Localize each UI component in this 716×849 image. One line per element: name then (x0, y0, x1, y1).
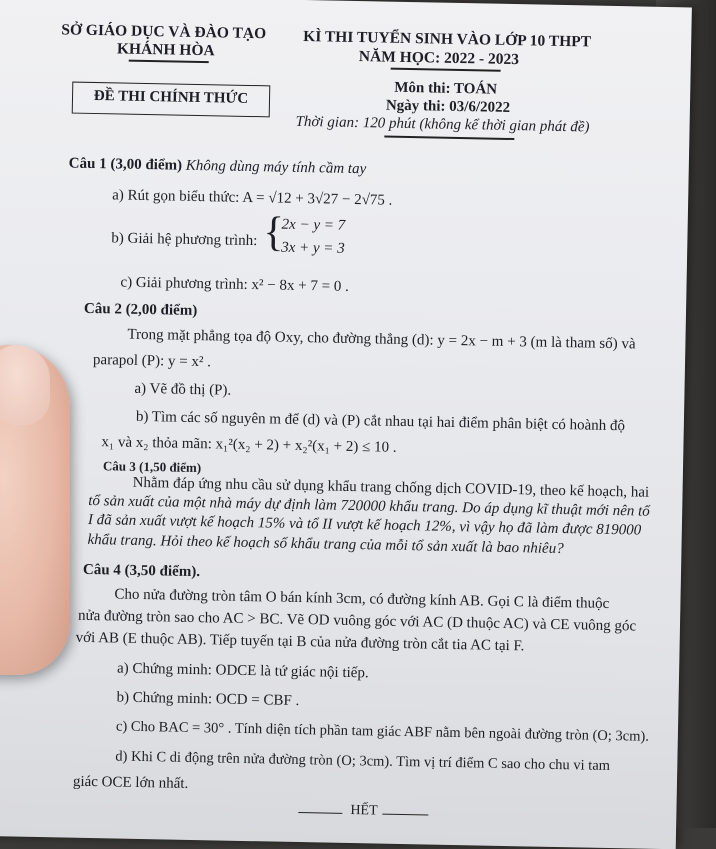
question-1-heading (69, 156, 367, 179)
question-3-line-4: khẩu trang. Hỏi theo kế hoạch số khẩu trang của mỗi tổ sản xuất là bao nhiêu? (87, 531, 564, 558)
question-2a: a) Vẽ đồ thị (P). (134, 380, 232, 399)
thumbnail (0, 345, 50, 425)
question-1a: a) Rút gọn biểu thức: A = √12 + 3√27 − 2√75 . (112, 187, 393, 209)
question-3-title: Câu 3 (1,50 điểm) (102, 458, 202, 476)
question-4-line-3: với AB (E thuộc AB). Tiếp tuyến tại B của nửa đường tròn cắt tia AC tại F. (75, 629, 525, 655)
question-1b-label: b) Giải hệ phương trình: (111, 230, 258, 250)
official-exam-box (72, 82, 271, 118)
header-school-year: NĂM HỌC: 2022 - 2023 (358, 48, 520, 69)
system-brace: { (263, 209, 285, 256)
footer-end: HẾT (350, 803, 378, 819)
question-4d-2: giác OCE lớn nhất. (72, 773, 189, 792)
question-2-title: Câu 2 (2,00 điểm) (83, 300, 198, 319)
header-divider (129, 60, 209, 63)
header-province: KHÁNH HÒA (116, 40, 215, 60)
footer-rule-left (298, 812, 342, 814)
question-4-line-1: Cho nửa đường tròn tâm O bán kính 3cm, có đường kính AB. Gọi C là điểm thuộc (114, 586, 610, 612)
question-4a: a) Chứng minh: ODCE là tứ giác nội tiếp. (116, 660, 369, 682)
question-1b-equation-1: 2x − y = 7 (281, 216, 346, 234)
question-2b-1: b) Tìm các số nguyên m để (d) và (P) cắt nhau tại hai điểm phân biệt có hoành độ (135, 408, 626, 435)
exam-subject: Môn thi: TOÁN (394, 79, 498, 98)
question-4-line-2: nửa đường tròn sao cho AC > BC. Vẽ OD vuông góc với AC (D thuộc AC) và CE vuông góc (77, 607, 637, 635)
question-2-text-1: Trong mặt phẳng tọa độ Oxy, cho đường thẳng (d): y = 2x − m + 3 (m là tham số) và (127, 326, 636, 353)
exam-date: Ngày thi: 03/6/2022 (385, 97, 511, 116)
question-4d-1: d) Khi C di động trên nửa đường tròn (O; 3cm). Tìm vị trí điểm C sao cho chu vi tam (115, 748, 611, 775)
question-2-text-2: parapol (P): y = x² . (92, 352, 212, 371)
question-4c: c) Cho BAC = 30° . Tính diện tích phần tam giác ABF nằm bên ngoài đường tròn (O; 3cm). (115, 718, 650, 745)
header-exam-title: KÌ THI TUYỂN SINH VÀO LỚP 10 THPT (303, 27, 592, 51)
exam-duration: Thời gian: 120 phút (không kể thời gian phát đề) (295, 113, 590, 136)
header-department: SỞ GIÁO DỤC VÀ ĐÀO TẠO (61, 21, 267, 43)
question-1c: c) Giải phương trình: x² − 8x + 7 = 0 . (120, 274, 350, 295)
question-1b-equation-2: 3x + y = 3 (281, 239, 345, 257)
question-2b-2: x₁ và x₂ thỏa mãn: x₁²(x₂ + 2) + x₂²(x₁ + 2) ≤ 10 . (101, 434, 397, 456)
header-divider (384, 136, 514, 140)
question-1-title: Câu 1 (3,00 điểm) (68, 155, 183, 174)
question-3-line-2: tổ sản xuất của một nhà máy dự định làm 720000 khẩu trang. Do áp dụng kĩ thuật mới nên tổ (88, 492, 650, 520)
footer-rule-right (382, 814, 428, 816)
official-exam-label: ĐỀ THI CHÍNH THỨC (93, 87, 249, 107)
question-3-line-1: Nhằm đáp ứng nhu cầu sử dụng khẩu trang chống dịch COVID-19, theo kế hoạch, hai (132, 474, 650, 501)
question-4b: b) Chứng minh: OCD = CBF . (116, 689, 300, 710)
question-3-line-3: I đã sản xuất vượt kế hoạch 15% và tổ II vượt kế hoạch 12%, vì vậy họ đã làm được 819000 (87, 511, 642, 539)
question-4-title: Câu 4 (3,50 điểm). (82, 561, 201, 581)
question-1-note: Không dùng máy tính cầm tay (185, 157, 367, 178)
